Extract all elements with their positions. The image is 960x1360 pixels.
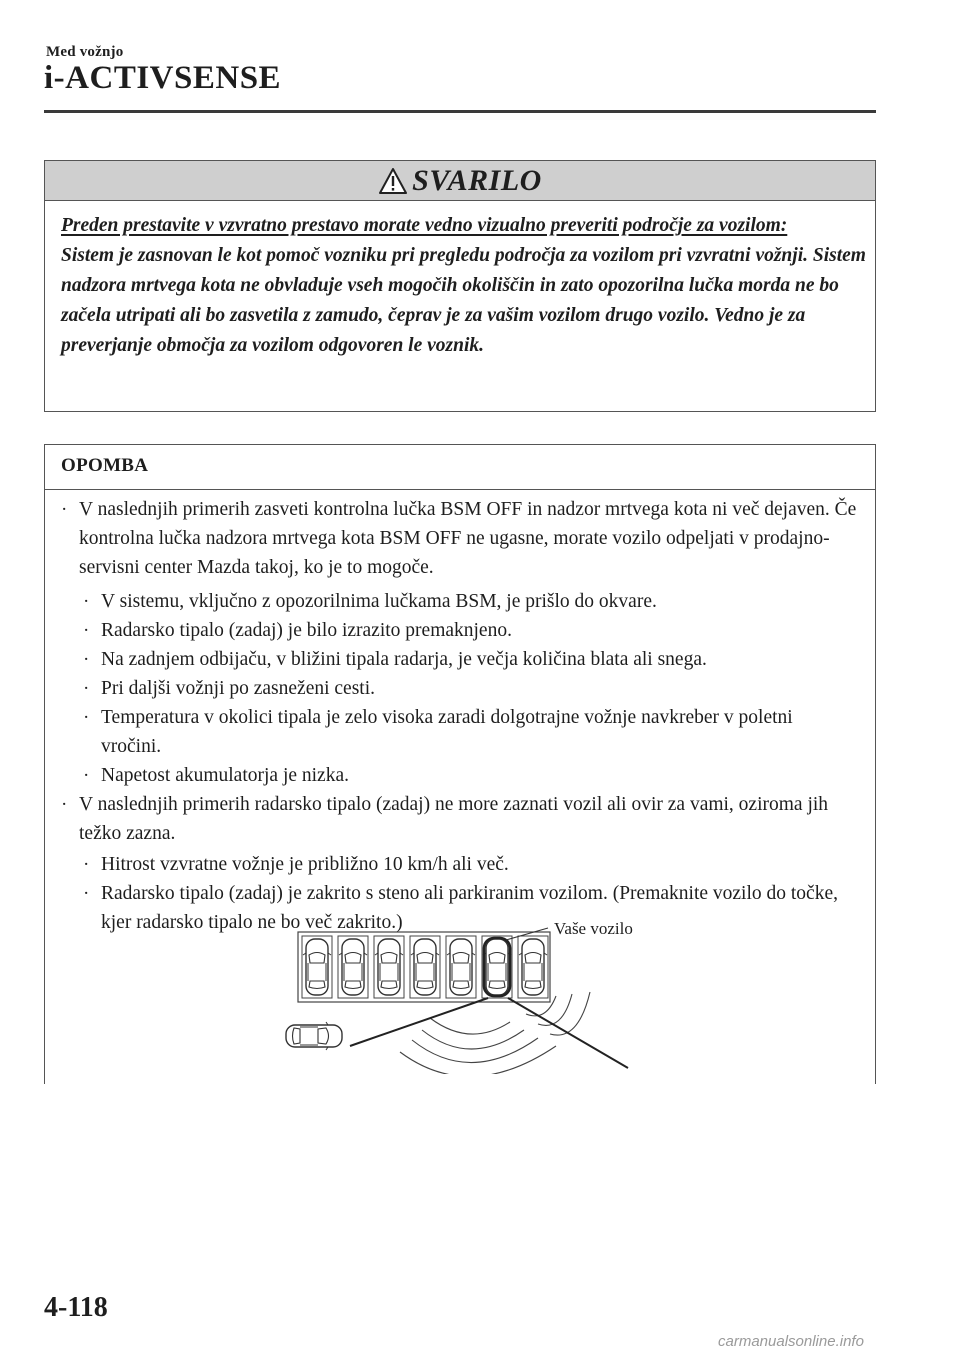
parking-diagram [280,918,660,1074]
warning-lead: Preden prestavite v vzvratno prestavo morate vedno vizualno preveriti področje za vozilom: [61,215,788,236]
bullet-icon: · [83,854,90,875]
sensor-line [350,998,488,1046]
warning-triangle-icon [378,167,408,195]
warning-body [61,211,869,361]
caption-leader [506,928,548,940]
note-title: OPOMBA [61,455,149,476]
note-header-rule [45,489,875,490]
page-number: 4-118 [44,1292,108,1323]
list-item [61,495,863,582]
bullet-icon: · [61,794,68,815]
bullet-icon: · [83,707,90,728]
list-item [61,790,863,848]
parked-car-icon [375,939,403,995]
warning-text: Sistem je zasnovan le kot pomoč vozniku pri pregledu področja za vozilom pri vzvratni vožnji. Sistem nadzora mrtvega kota ne obvladuje vseh mogočih okoliščin in zato opozorilna lučka morda ne bo začela utripati ali bo zasvetila z zamudo, čeprav je za vašim vozilom drugo vozilo. Vedno je za preverjanje območja za vozilom odgovoren le voznik. [61,245,866,356]
section-label: Med vožnjo [46,44,124,60]
bullet-icon: · [83,591,90,612]
list-item-text: Pri daljši vožnji po zasneženi cesti. [101,678,376,699]
parked-car-icon [519,939,547,995]
list-item-text: Temperatura v okolici tipala je zelo visoka zaradi dolgotrajne vožnje navkreber v poletni vročini. [101,707,793,757]
own-car-icon [483,938,511,996]
list-item [83,645,863,674]
sensor-line [508,998,628,1068]
header-rule [44,110,876,113]
parked-car-icon [447,939,475,995]
list-item-text: Radarsko tipalo (zadaj) je zakrito s steno ali parkiranim vozilom. (Premaknite vozilo do točke, kjer radarsko tipalo ne bo več zakrito.) [101,883,838,933]
warning-box [44,160,876,412]
list-item [83,703,841,761]
parked-car-icon [339,939,367,995]
list-item-text: Na zadnjem odbijaču, v bližini tipala radarja, je večja količina blata ali snega. [101,649,707,670]
bullet-icon: · [83,678,90,699]
list-item-text: V sistemu, vključno z opozorilnima lučkama BSM, je prišlo do okvare. [101,591,657,612]
list-item-text: Hitrost vzvratne vožnje je približno 10 km/h ali več. [101,854,509,875]
bullet-icon: · [83,649,90,670]
list-item [83,761,863,790]
list-item-text: V naslednjih primerih zasveti kontrolna lučka BSM OFF in nadzor mrtvega kota ni več dejaven. Če kontrolna lučka nadzora mrtvega kota BSM OFF ne ugasne, morate vozilo odpeljati v prodajno-servisni center Mazda takoj, ko je to mogoče. [79,499,857,578]
warning-header [45,161,875,201]
chapter-title: i-ACTIVSENSE [44,60,282,96]
bullet-icon: · [83,883,90,904]
warning-title: SVARILO [412,163,542,197]
approaching-car-icon [286,1022,342,1050]
radar-waves [400,992,590,1074]
bullet-icon: · [83,620,90,641]
parked-car-icon [303,939,331,995]
list-item [83,616,863,645]
list-item-text: V naslednjih primerih radarsko tipalo (zadaj) ne more zaznati vozil ali ovir za vami, oziroma jih težko zazna. [79,794,829,844]
parked-car-icon [411,939,439,995]
list-item [83,674,863,703]
watermark: carmanualsonline.info [718,1333,864,1350]
bullet-icon: · [83,765,90,786]
list-item-text: Napetost akumulatorja je nizka. [101,765,349,786]
diagram-caption: Vaše vozilo [554,919,633,938]
list-item-text: Radarsko tipalo (zadaj) je bilo izrazito premaknjeno. [101,620,512,641]
bullet-icon: · [61,499,68,520]
list-item [83,850,863,879]
list-item [83,587,863,616]
